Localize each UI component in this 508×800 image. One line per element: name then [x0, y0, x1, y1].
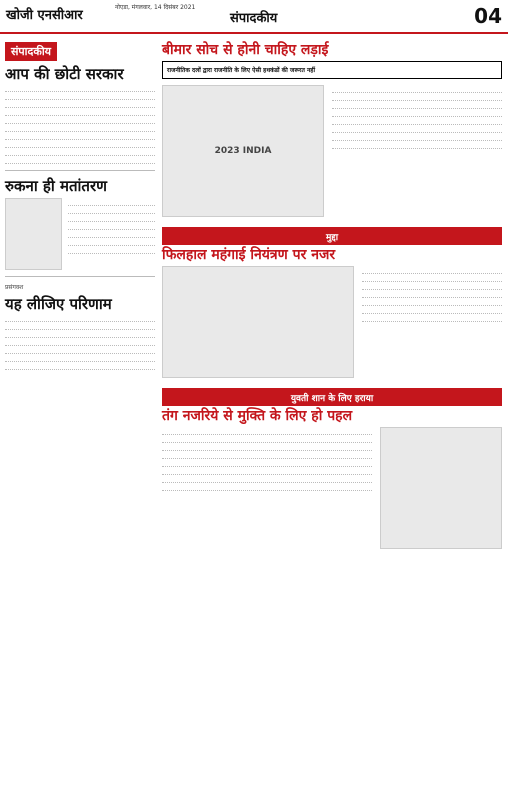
top-bar: [0, 0, 508, 34]
india-label: 2023 INDIA: [214, 146, 272, 156]
bottom-story-body: [162, 427, 372, 549]
page-number: 04: [474, 4, 502, 28]
editorial-body: [5, 86, 155, 164]
masthead: खोजी एनसीआर: [6, 8, 83, 23]
right-column: [162, 40, 502, 549]
date-line: नोएडा, मंगलवार, 14 दिसंबर 2021: [115, 4, 196, 11]
story-body: [68, 198, 155, 270]
story-body: [5, 316, 155, 370]
top-title: बीमार सोच से होनी चाहिए लड़ाई: [162, 42, 329, 58]
bottom-title: तंग नजरिये से मुक्ति के लिए हो पहल: [162, 408, 353, 424]
mid-bar-text: मुद्दा: [325, 232, 339, 243]
mid-photo: [162, 266, 354, 378]
story-photo: [5, 198, 62, 270]
mid-bar: [162, 227, 502, 245]
mid-title: फिलहाल महंगाई नियंत्रण पर नजर: [162, 247, 336, 263]
bottom-bar-text: युवती शान के लिए हराया: [290, 393, 374, 404]
bottom-bar: [162, 388, 502, 406]
callout-box: [162, 61, 502, 79]
hero-story-body: [332, 85, 502, 217]
callout-text: राजनीतिक दलों द्वारा राजनीति के लिए ऐसी हथकंडों की जरूरत नहीं: [167, 67, 316, 74]
mid-story-body: [362, 266, 502, 378]
bottom-photo: [380, 427, 502, 549]
editorial-title: आप की छोटी सरकार: [5, 65, 124, 83]
story-title: यह लीजिए परिणाम: [5, 295, 112, 313]
hero-photo: [162, 85, 324, 217]
editorial-kicker: संपादकीय: [5, 42, 57, 61]
section-title: संपादकीय: [230, 11, 278, 26]
kicker: प्रसंगवश: [5, 284, 24, 291]
left-column: [5, 40, 155, 372]
divider: [5, 170, 155, 171]
divider: [5, 276, 155, 277]
story-title: रुकना ही मतांतरण: [5, 177, 107, 195]
